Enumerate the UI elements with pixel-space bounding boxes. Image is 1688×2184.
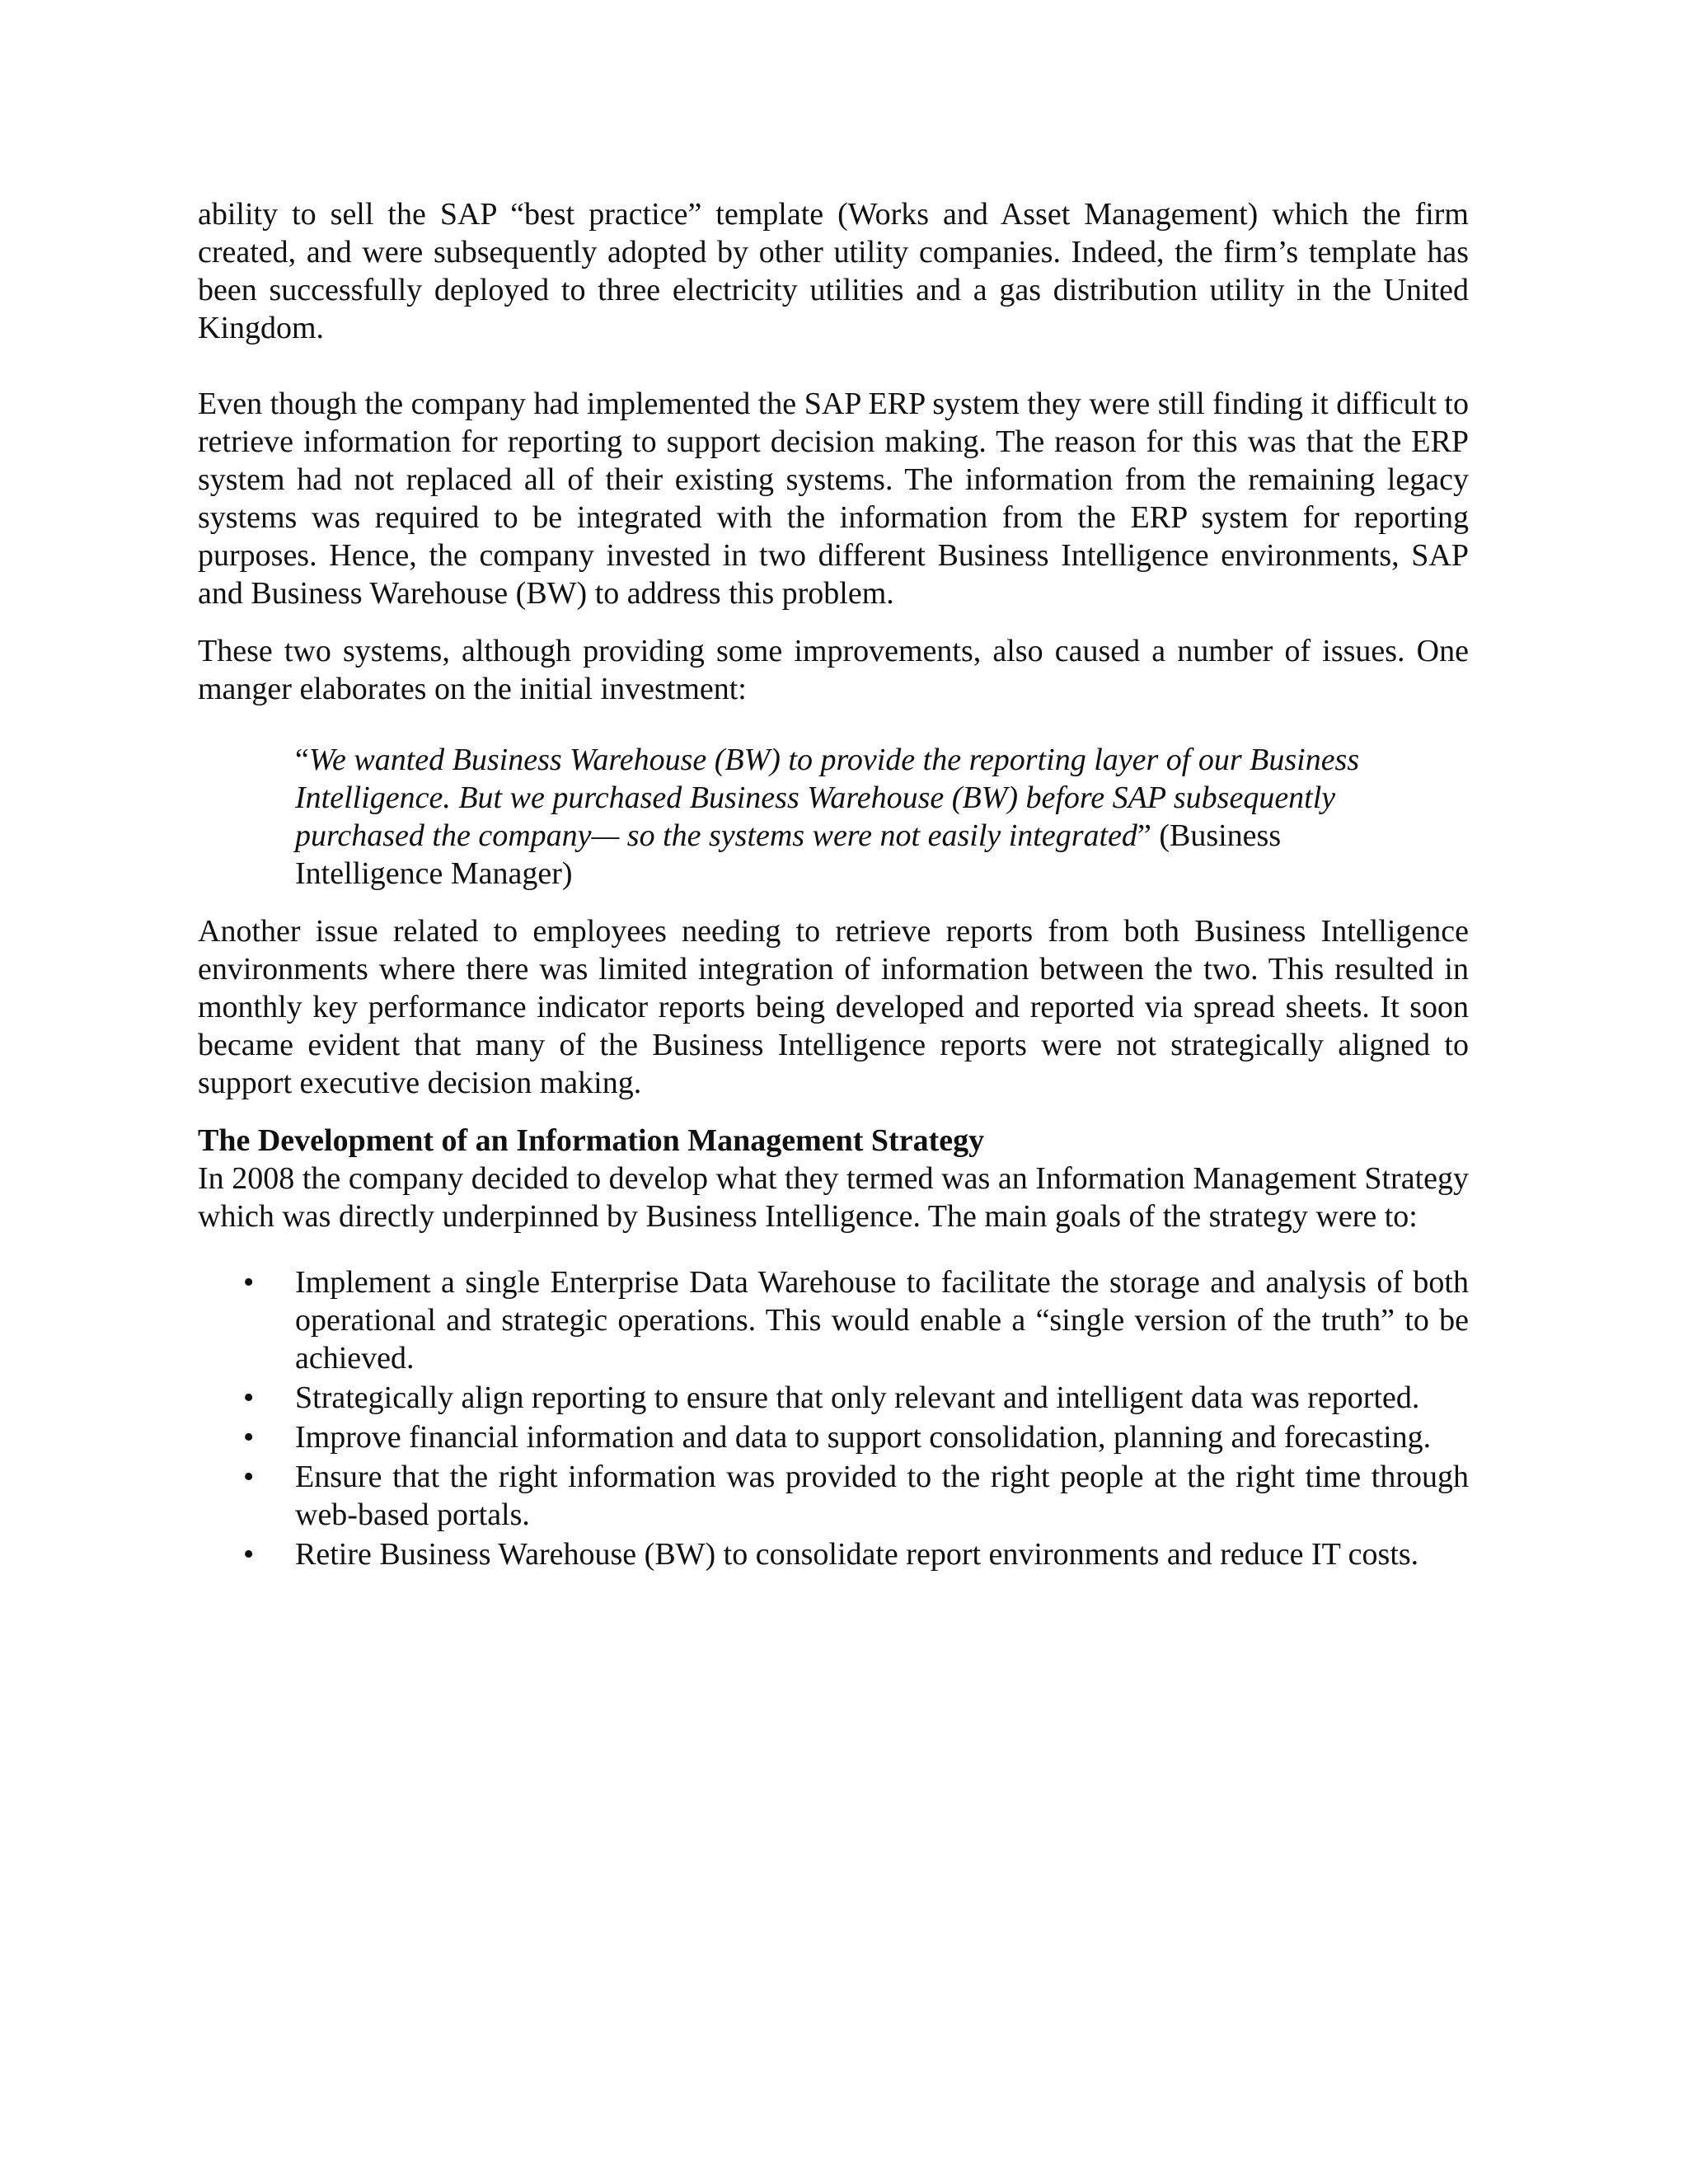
bullet-icon: • — [243, 1420, 255, 1455]
goal-text: Retire Business Warehouse (BW) to consolidate report environments and reduce IT costs. — [295, 1537, 1419, 1572]
goal-item — [198, 1535, 1469, 1573]
goal-text: Implement a single Enterprise Data Warehouse to facilitate the storage and analysis of both operational and strategic operations. This would enable a “single version of the truth” to be achieved. — [295, 1265, 1469, 1376]
quote-close-mark: ” — [1137, 818, 1151, 853]
bullet-icon: • — [243, 1380, 255, 1415]
paragraph-template-sales: ability to sell the SAP “best practice” template (Works and Asset Management) which the firm created, and were subsequently adopted by other utility companies. Indeed, the firm’s template has been successfully deployed to three electricity utilities and a gas distribution utility in the United Kingdom. — [198, 197, 1469, 345]
section-heading: The Development of an Information Management Strategy — [198, 1123, 985, 1158]
goal-text: Improve financial information and data to support consolidation, planning and forecasting. — [295, 1420, 1432, 1455]
quote-italic-text: We wanted Business Warehouse (BW) to provide the reporting layer of our Business Intelligence. But we purchased Business Warehouse (BW) before SAP subsequently purchased the company— so the systems were not easily integrated — [295, 743, 1360, 853]
quote-open-mark: “ — [295, 743, 309, 777]
bullet-icon: • — [243, 1265, 255, 1300]
manager-quote — [295, 741, 1367, 893]
goal-text: Ensure that the right information was provided to the right people at the right time through web-based portals. — [295, 1460, 1469, 1532]
paragraph-integration-issue: Another issue related to employees needing to retrieve reports from both Business Intelligence environments where there was limited integration of information between the two. This resulted in monthly key performance indicator reports being developed and reported via spread sheets. It soon became evident that many of the Business Intelligence reports were not strategically aligned to support executive decision making. — [198, 914, 1469, 1100]
paragraph-two-systems: These two systems, although providing some improvements, also caused a number of issues. One manger elaborates on the initial investment: — [198, 634, 1469, 706]
document-page — [198, 195, 1469, 1575]
paragraph-erp-reporting: Even though the company had implemented the SAP ERP system they were still finding it difficult to retrieve information for reporting to support decision making. The reason for this was that the ERP system had not replaced all of their existing systems. The information from the remaining legacy systems was required to be integrated with the information from the ERP system for reporting purposes. Hence, the company invested in two different Business Intelligence environments, SAP and Business Warehouse (BW) to address this problem. — [198, 387, 1469, 611]
goal-text: Strategically align reporting to ensure that only relevant and intelligent data was reported. — [295, 1380, 1420, 1415]
goal-item — [198, 1263, 1469, 1377]
goals-list — [198, 1263, 1469, 1573]
goal-item — [198, 1458, 1469, 1534]
quote-attribution: (Business Intelligence Manager) — [295, 818, 1282, 891]
paragraph-strategy-intro: In 2008 the company decided to develop what they termed was an Information Management Strategy which was directly underpinned by Business Intelligence. The main goals of the strategy were to: — [198, 1161, 1469, 1234]
goal-item — [198, 1418, 1469, 1456]
bullet-icon: • — [243, 1537, 255, 1572]
bullet-icon: • — [243, 1460, 255, 1494]
goal-item — [198, 1379, 1469, 1417]
